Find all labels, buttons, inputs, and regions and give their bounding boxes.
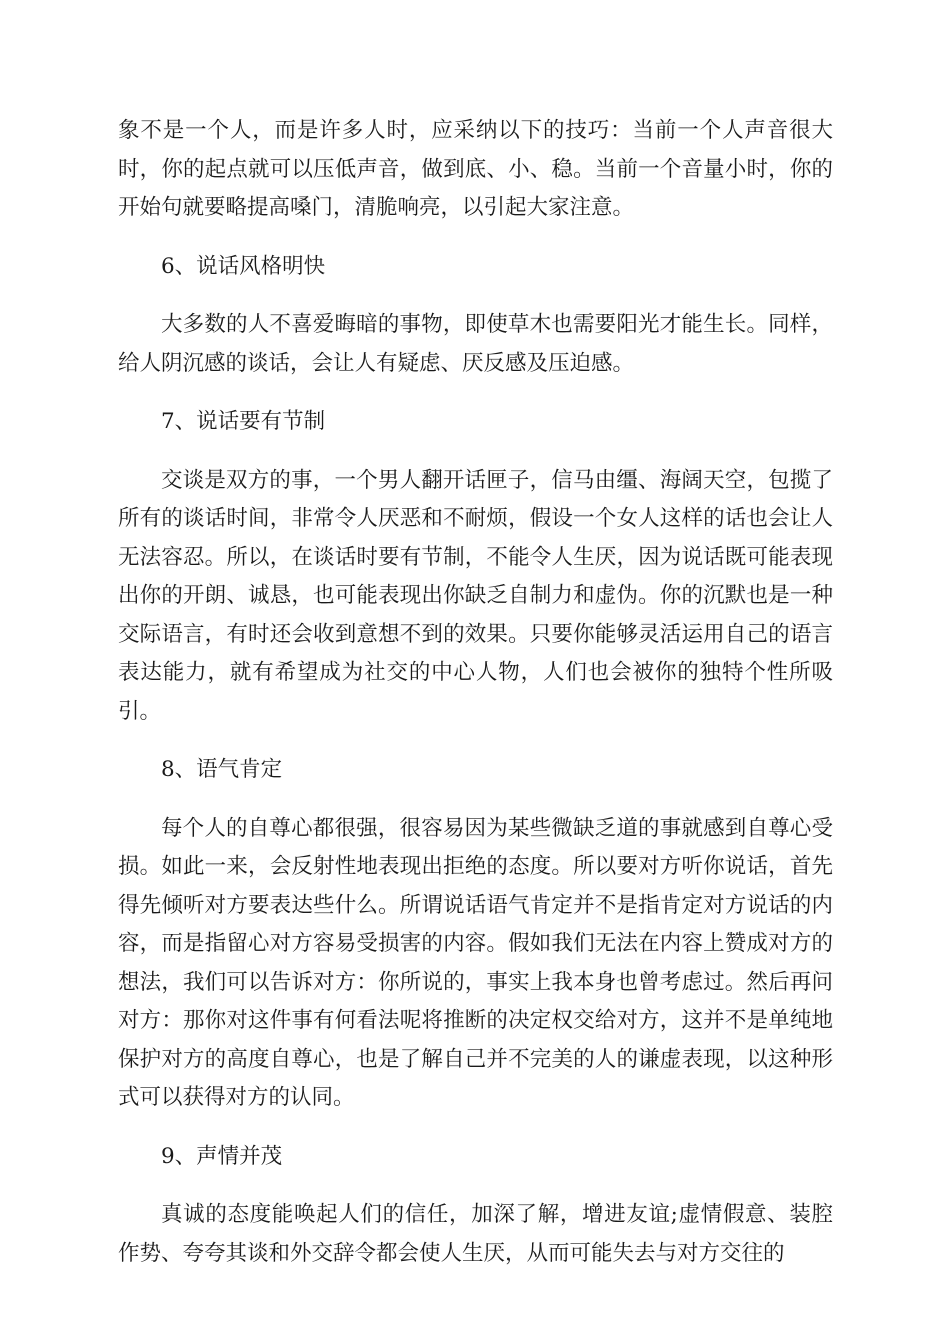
- paragraph-gap: [118, 286, 833, 306]
- paragraph-gap: [118, 1118, 833, 1138]
- paragraph-gap: [118, 731, 833, 751]
- paragraph-gap: [118, 442, 833, 462]
- paragraph-gap: [118, 790, 833, 810]
- paragraph-9: 真诚的态度能唤起人们的信任，加深了解，增进友谊;虚情假意、装腔作势、夸夸其谈和外交辞令都会使人生厌，从而可能失去与对方交往的: [118, 1202, 833, 1266]
- document-page: [118, 112, 833, 1273]
- paragraph-gap: [118, 228, 833, 248]
- paragraph-gap: [118, 383, 833, 403]
- paragraph-6: 大多数的人不喜爱晦暗的事物，即使草木也需要阳光才能生长。同样，给人阴沉感的谈话，会让人有疑虑、厌反感及压迫感。: [118, 312, 833, 376]
- section-heading-6: 6、说话风格明快: [161, 253, 326, 279]
- paragraph-7: 交谈是双方的事，一个男人翻开话匣子，信马由缰、海阔天空，包揽了所有的谈话时间，非常令人厌恶和不耐烦，假设一个女人这样的话也会让人无法容忍。所以，在谈话时要有节制，不能令人生厌，因为说话既可能表现出你的开朗、诚恳，也可能表现出你缺乏自制力和虚伪。你的沉默也是一种交际语言，有时还会收到意想不到的效果。只要你能够灵活运用自己的语言表达能力，就有希望成为社交的中心人物，人们也会被你的独特个性所吸引。: [118, 467, 833, 724]
- paragraph-8: 每个人的自尊心都很强，很容易因为某些微缺乏道的事就感到自尊心受损。如此一来，会反射性地表现出拒绝的态度。所以要对方听你说话，首先得先倾听对方要表达些什么。所谓说话语气肯定并不是指肯定对方说话的内容，而是指留心对方容易受损害的内容。假如我们无法在内容上赞成对方的想法，我们可以告诉对方：你所说的，事实上我本身也曾考虑过。然后再问对方：那你对这件事有何看法呢将推断的决定权交给对方，这并不是单纯地保护对方的高度自尊心，也是了解自己并不完美的人的谦虚表现，以这种形式可以获得对方的认同。: [118, 815, 833, 1110]
- section-heading-8: 8、语气肯定: [161, 757, 283, 782]
- paragraph-gap: [118, 1176, 833, 1196]
- section-heading-7: 7、说话要有节制: [161, 409, 326, 434]
- section-heading-9: 9、声情并茂: [161, 1143, 283, 1169]
- paragraph-continuation: 象不是一个人，而是许多人时，应采纳以下的技巧：当前一个人声音很大时，你的起点就可以压低声音，做到底、小、稳。当前一个音量小时，你的开始句就要略提高嗓门，清脆响亮，以引起大家注意。: [118, 118, 833, 220]
